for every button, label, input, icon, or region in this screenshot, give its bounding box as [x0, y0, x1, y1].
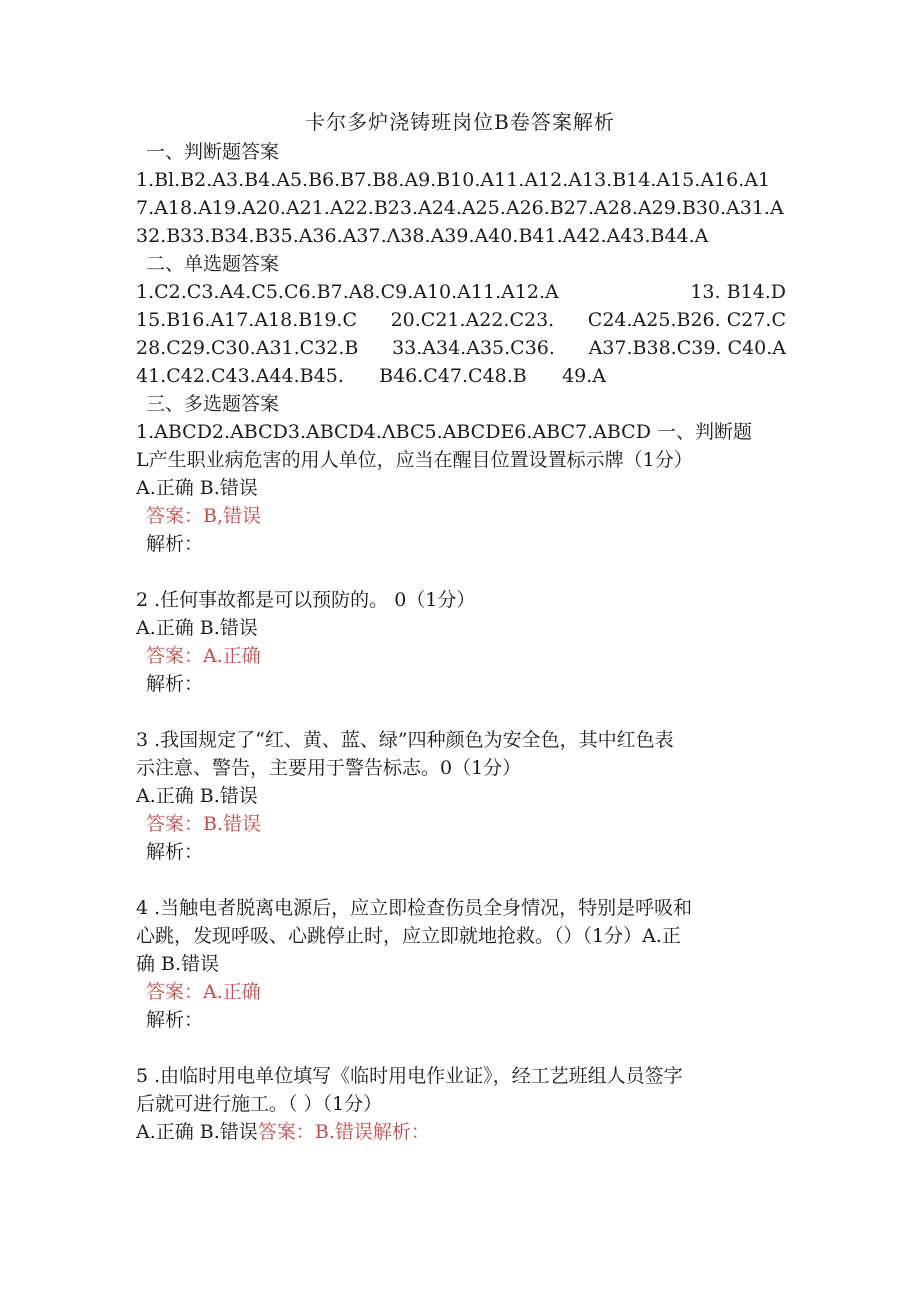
question-answer: 答案：B.错误 — [146, 813, 262, 835]
question-analysis: 解析： — [146, 673, 204, 695]
single-answers-right: 49.A — [562, 365, 606, 387]
question-analysis: 解析： — [146, 1009, 204, 1031]
question-options: A.正确 B.错误 — [136, 477, 258, 499]
single-answers-left: 41.C42.C43.A44.B45. — [136, 365, 344, 387]
question-stem: 后就可进行施工。（ ）（1分） — [136, 1093, 383, 1115]
question-analysis: 解析： — [146, 533, 204, 555]
question-stem: 3 .我国规定了“红、黄、蓝、绿”四种颜色为安全色，其中红色表 — [136, 729, 674, 751]
question-stem: L产生职业病危害的用人单位，应当在醒目位置设置标示牌（1分） — [136, 449, 693, 471]
single-answers-right: 13. B14.D — [690, 281, 786, 303]
multi-answers-line: 1.ABCD2.ABCD3.ABCD4.ΛBC5.ABCDE6.ABC7.ABCD 一、判断题 — [136, 421, 752, 443]
spacer — [0, 558, 920, 586]
judge-answers-line: 1.Bl.B2.A3.B4.A5.B6.B7.B8.A9.B10.A11.A12.A13.B14.A15.A16.A1 — [136, 169, 771, 191]
single-answers-right: A37.B38.C39. C40.A — [588, 337, 786, 359]
judge-answers-line: 7.A18.A19.A20.A21.A22.B23.A24.A25.A26.B27.A28.A29.B30.A31.A — [136, 197, 784, 219]
question-4 — [0, 894, 920, 1034]
question-3 — [0, 726, 920, 866]
question-options: A.正确 B.错误 — [136, 785, 258, 807]
question-stem: 5 .由临时用电单位填写《临时用电作业证》，经工艺班组人员签字 — [136, 1065, 683, 1087]
question-stem: 心跳，发现呼吸、心跳停止时，应立即就地抢救。（）（1分）A.正 — [136, 925, 681, 947]
single-answers-mid: B46.C47.C48.B — [379, 365, 527, 387]
question-analysis: 解析： — [146, 841, 204, 863]
question-stem: 2 .任何事故都是可以预防的。 0（1分） — [136, 589, 476, 611]
single-answers-line — [136, 362, 606, 390]
single-answers-mid: 33.A34.A35.C36. — [392, 337, 555, 359]
question-answer: 答案：B.错误 — [257, 1121, 373, 1143]
question-answer: 答案：A.正确 — [146, 981, 261, 1003]
question-stem: 示注意、警告，主要用于警告标志。0（1分） — [136, 757, 522, 779]
single-answers-line — [136, 278, 786, 306]
spacer — [0, 698, 920, 726]
single-answers-right: C24.A25.B26. C27.C — [587, 309, 786, 331]
document-title: 卡尔多炉浇铸班岗位B卷答案解析 — [305, 110, 615, 134]
question-2 — [0, 586, 920, 698]
question-options-answer-line — [136, 1118, 786, 1146]
question-stem: 确 B.错误 — [136, 953, 220, 975]
judge-answers-heading: 一、判断题答案 — [146, 141, 280, 163]
single-answers-heading: 二、单选题答案 — [146, 253, 280, 275]
question-options: A.正确 B.错误 — [136, 1121, 258, 1143]
question-answer: 答案：A.正确 — [146, 645, 261, 667]
single-answers-left: 15.B16.A17.A18.B19.C — [136, 309, 357, 331]
question-options: A.正确 B.错误 — [136, 617, 258, 639]
question-answer: 答案：B,错误 — [146, 505, 262, 527]
single-answers-left: 1.C2.C3.A4.C5.C6.B7.A8.C9.A10.A11.A12.A — [136, 281, 559, 303]
single-answers-mid: 20.C21.A22.C23. — [390, 309, 555, 331]
single-answers-left: 28.C29.C30.A31.C32.B — [136, 337, 359, 359]
spacer — [0, 866, 920, 894]
question-analysis: 解析： — [372, 1121, 430, 1143]
single-answers-line — [136, 334, 786, 362]
question-stem: 4 .当触电者脱离电源后，应立即检查伤员全身情况，特别是呼吸和 — [136, 897, 693, 919]
question-5 — [0, 1062, 920, 1146]
judge-answers-line: 32.B33.B34.B35.A36.A37.Λ38.A39.A40.B41.A42.A43.B44.A — [136, 225, 709, 247]
question-1 — [0, 446, 920, 558]
spacer — [0, 1034, 920, 1062]
multi-answers-heading: 三、多选题答案 — [146, 393, 280, 415]
single-answers-line — [136, 306, 786, 334]
